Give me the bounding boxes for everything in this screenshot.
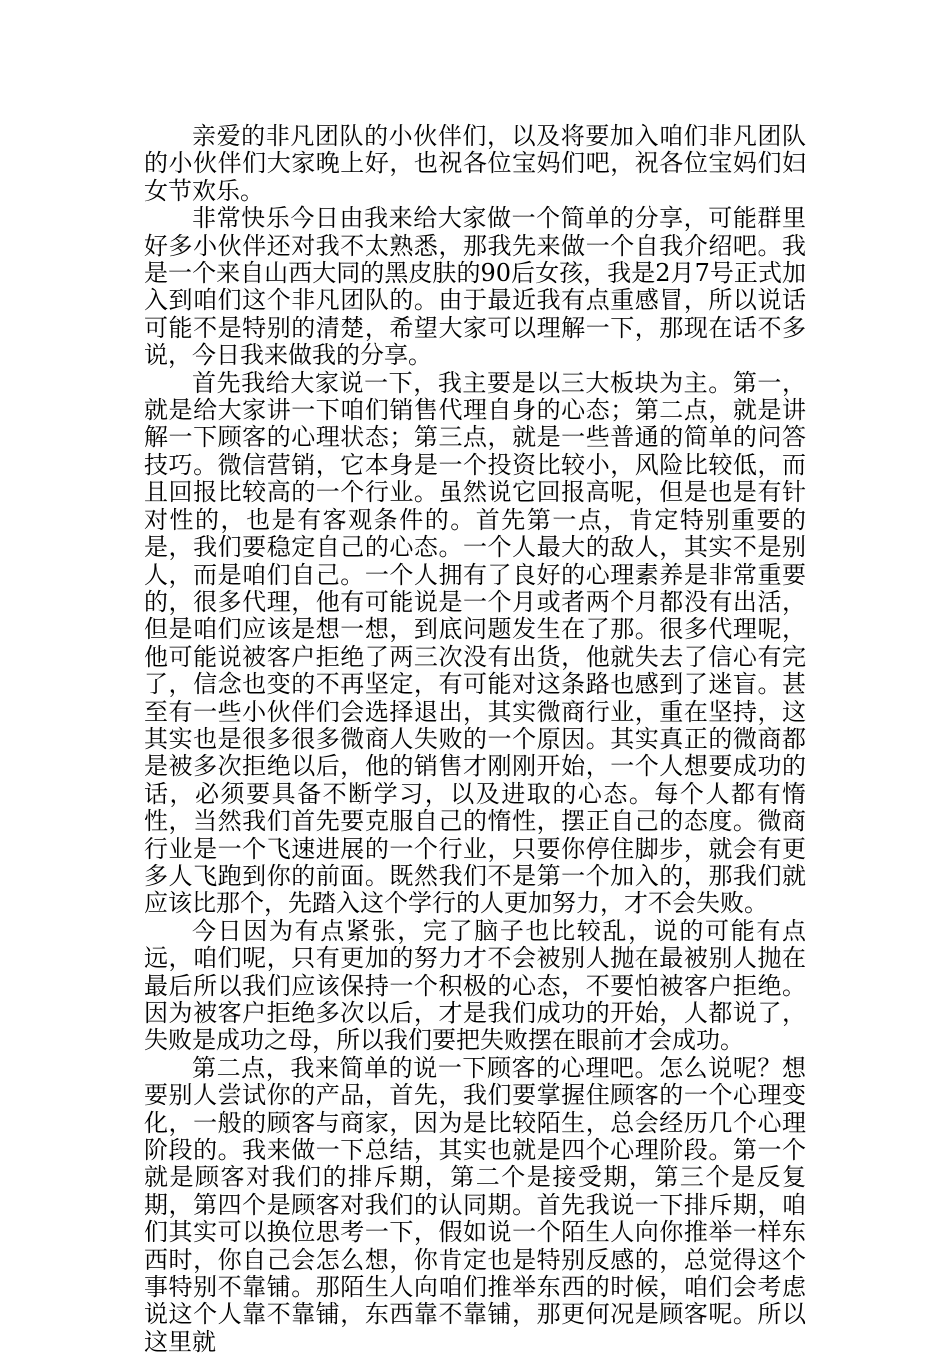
- paragraph-2: 非常快乐今日由我来给大家做一个简单的分享，可能群里好多小伙伴还对我不太熟悉，那我先来做一个自我介绍吧。我是一个来自山西大同的黑皮肤的90后女孩，我是2月7号正式加入到咱们这个非凡团队的。由于最近我有点重感冒，所以说话可能不是特别的清楚，希望大家可以理解一下，那现在话不多说，今日我来做我的分享。: [144, 204, 806, 370]
- paragraph-3: 首先我给大家说一下，我主要是以三大板块为主。第一，就是给大家讲一下咱们销售代理自身的心态；第二点，就是讲解一下顾客的心理状态；第三点，就是一些普通的简单的问答技巧。微信营销，它本身是一个投资比较小，风险比较低，而且回报比较高的一个行业。虽然说它回报高呢，但是也是有针对性的，也是有客观条件的。首先第一点，肯定特别重要的是，我们要稳定自己的心态。一个人最大的敌人，其实不是别人，而是咱们自己。一个人拥有了良好的心理素养是非常重要的，很多代理，他有可能说是一个月或者两个月都没有出活，但是咱们应该是想一想，到底问题发生在了那。很多代理呢，他可能说被客户拒绝了两三次没有出货，他就失去了信心有完了，信念也变的不再坚定，有可能对这条路也感到了迷盲。甚至有一些小伙伴们会选择退出，其实微商行业，重在坚持，这其实也是很多很多微商人失败的一个原因。其实真正的微商都是被多次拒绝以后，他的销售才刚刚开始，一个人想要成功的话，必须要具备不断学习，以及进取的心态。每个人都有惰性，当然我们首先要克服自己的惰性，摆正自己的态度。微商行业是一个飞速进展的一个行业，只要你停住脚步，就会有更多人飞跑到你的前面。既然我们不是第一个加入的，那我们就应该比那个，先踏入这个学行的人更加努力，才不会失败。: [144, 368, 806, 918]
- paragraph-5: 第二点，我来简单的说一下顾客的心理吧。怎么说呢？想要别人尝试你的产品，首先，我们要掌握住顾客的一个心理变化，一般的顾客与商家，因为是比较陌生，总会经历几个心理阶段的。我来做一下总结，其实也就是四个心理阶段。第一个就是顾客对我们的排斥期，第二个是接受期，第三个是反复期，第四个是顾客对我们的认同期。首先我说一下排斥期，咱们其实可以换位思考一下，假如说一个陌生人向你推举一样东西时，你自己会怎么想，你肯定也是特别反感的，总觉得这个事特别不靠铺。那陌生人向咱们推举东西的时候，咱们会考虑说这个人靠不靠铺，东西靠不靠铺，那更何况是顾客呢。所以这里就: [144, 1053, 806, 1356]
- paragraph-1: 亲爱的非凡团队的小伙伴们，以及将要加入咱们非凡团队的小伙伴们大家晚上好，也祝各位宝妈们吧，祝各位宝妈们妇女节欢乐。: [144, 122, 806, 205]
- document-body: [144, 123, 806, 1356]
- paragraph-4: 今日因为有点紧张，完了脑子也比较乱，说的可能有点远，咱们呢，只有更加的努力才不会被别人抛在最被别人抛在最后所以我们应该保持一个积极的心态，不要怕被客户拒绝。因为被客户拒绝多次以后，才是我们成功的开始，人都说了，失败是成功之母，所以我们要把失败摆在眼前才会成功。: [144, 916, 806, 1055]
